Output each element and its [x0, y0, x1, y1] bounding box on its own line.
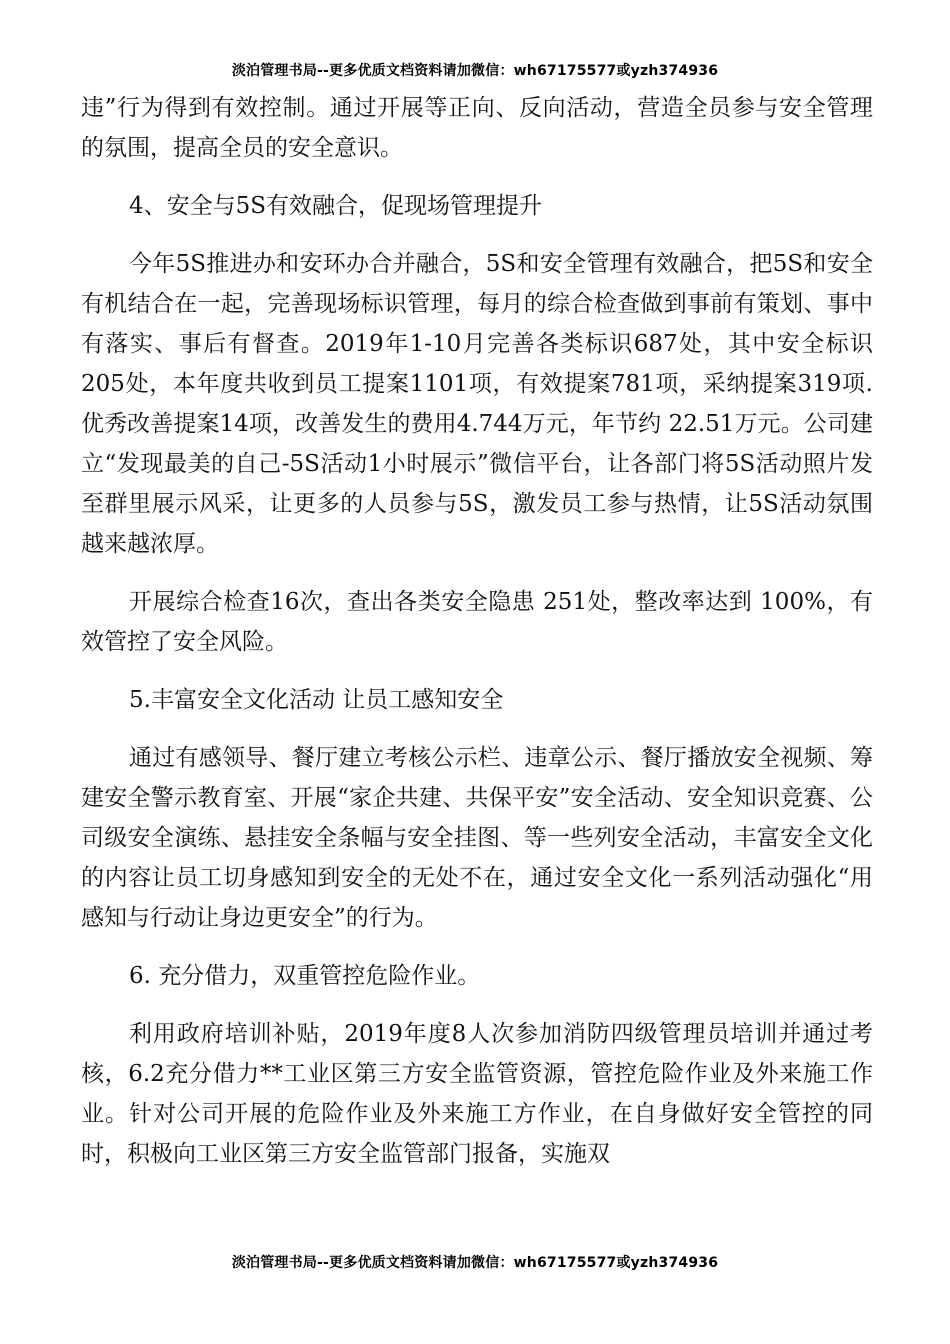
document-body	[81, 88, 873, 1174]
paragraph-continuation: 违”行为得到有效控制。通过开展等正向、反向活动，营造全员参与安全管理的氛围，提高全员的安全意识。	[81, 95, 873, 161]
paragraph-5s-integration: 今年5S推进办和安环办合并融合，5S和安全管理有效融合，把5S和安全有机结合在一起，完善现场标识管理，每月的综合检查做到事前有策划、事中有落实、事后有督查。2019年1-10月完善各类标识687处，其中安全标识205处，本年度共收到员工提案1101项，有效提案781项，采纳提案319项.优秀改善提案14项，改善发生的费用4.744万元，年节约 22.51万元。公司建立“发现最美的自己-5S活动1小时展示”微信平台，让各部门将5S活动照片发至群里展示风采，让更多的人员参与5S，激发员工参与热情，让5S活动氛围越来越浓厚。	[81, 251, 873, 557]
paragraph-inspections: 开展综合检查16次，查出各类安全隐患 251处，整改率达到 100%，有效管控了安全风险。	[81, 589, 873, 655]
paragraph-safety-culture: 通过有感领导、餐厅建立考核公示栏、违章公示、餐厅播放安全视频、筹建安全警示教育室、开展“家企共建、共保平安”安全活动、安全知识竞赛、公司级安全演练、悬挂安全条幅与安全挂图、等一些列安全活动，丰富安全文化的内容让员工切身感知到安全的无处不在，通过安全文化一系列活动强化“用感知与行动让身边更安全”的行为。	[81, 745, 873, 931]
section-heading-5: 5.丰富安全文化活动 让员工感知安全	[129, 687, 504, 713]
section-heading-4: 4、安全与5S有效融合，促现场管理提升	[129, 193, 543, 219]
section-heading-6: 6. 充分借力，双重管控危险作业。	[129, 963, 481, 989]
watermark-footer: 淡泊管理书局--更多优质文档资料请加微信：wh67175577或yzh374936	[231, 1255, 719, 1271]
watermark-header: 淡泊管理书局--更多优质文档资料请加微信：wh67175577或yzh374936	[231, 63, 719, 79]
paragraph-hazardous-work: 利用政府培训补贴，2019年度8人次参加消防四级管理员培训并通过考核，6.2充分借力**工业区第三方安全监管资源，管控危险作业及外来施工作业。针对公司开展的危险作业及外来施工方作业，在自身做好安全管控的同时，积极向工业区第三方安全监管部门报备，实施双	[81, 1021, 873, 1167]
